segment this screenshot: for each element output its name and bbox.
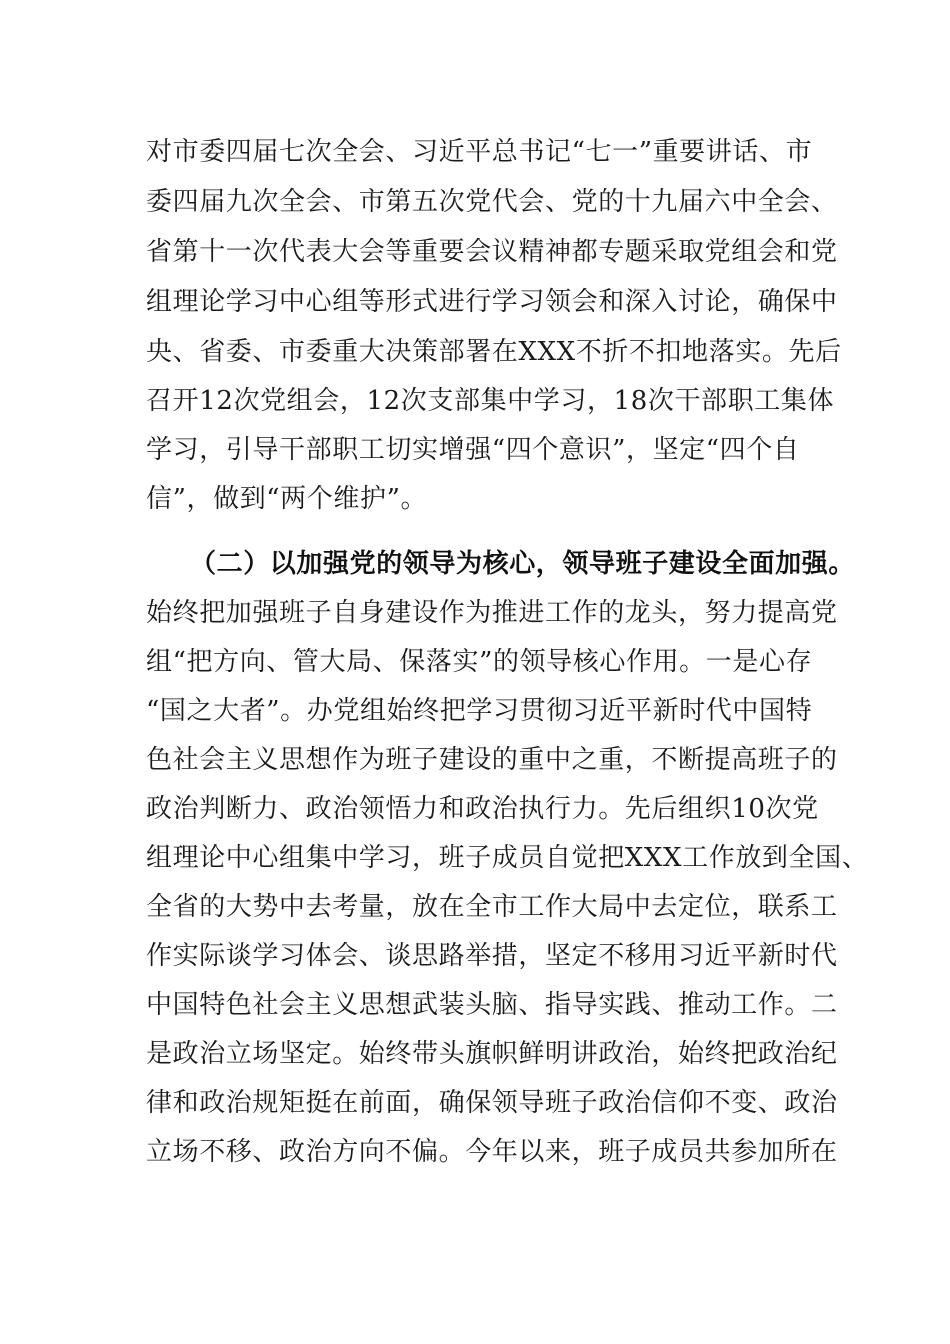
paragraph-2-line: 立场不移、政治方向不偏。今年以来，班子成员共参加所在 [146,1137,838,1167]
paragraph-2-line: 始终把加强班子自身建设作为推进工作的龙头，努力提高党 [146,598,838,628]
paragraph-1-line: 央、省委、市委重大决策部署在XXX不折不扣地落实。先后 [146,337,842,367]
paragraph-2-line: 律和政治规矩挺在前面，确保领导班子政治信仰不变、政治 [146,1088,838,1118]
paragraph-1-line: 学习，引导干部职工切实增强“四个意识”，坚定“四个自 [146,435,800,465]
paragraph-2-line: 作实际谈学习体会、谈思路举措，坚定不移用习近平新时代 [146,941,838,971]
paragraph-2-line: 全省的大势中去考量，放在全市工作大局中去定位，联系工 [146,892,838,922]
paragraph-2-line: 是政治立场坚定。始终带头旗帜鲜明讲政治，始终把政治纪 [146,1039,838,1069]
paragraph-1-line: 对市委四届七次全会、习近平总书记“七一”重要讲话、市 [146,137,813,167]
paragraph-2-line: 组理论中心组集中学习，班子成员自觉把XXX工作放到全国、 [146,843,869,873]
paragraph-1-line: 省第十一次代表大会等重要会议精神都专题采取党组会和党 [146,237,838,267]
paragraph-2-line: 组“把方向、管大局、保落实”的领导核心作用。一是心存 [146,647,813,677]
paragraph-1-line: 信”，做到“两个维护”。 [146,484,428,514]
paragraph-2-line: 政治判断力、政治领悟力和政治执行力。先后组织10次党 [146,794,819,824]
section-heading: （二）以加强党的领导为核心，领导班子建设全面加强。 [190,549,856,579]
paragraph-1-line: 委四届九次全会、市第五次党代会、党的十九届六中全会、 [146,187,838,217]
paragraph-1-line: 召开12次党组会，12次支部集中学习，18次干部职工集体 [146,386,835,416]
paragraph-2-line: 中国特色社会主义思想武装头脑、指导实践、推动工作。二 [146,990,838,1020]
paragraph-2-line: “国之大者”。办党组始终把学习贯彻习近平新时代中国特 [146,696,813,726]
paragraph-2-line: 色社会主义思想作为班子建设的重中之重，不断提高班子的 [146,745,838,775]
paragraph-1-line: 组理论学习中心组等形式进行学习领会和深入讨论，确保中 [146,287,838,317]
